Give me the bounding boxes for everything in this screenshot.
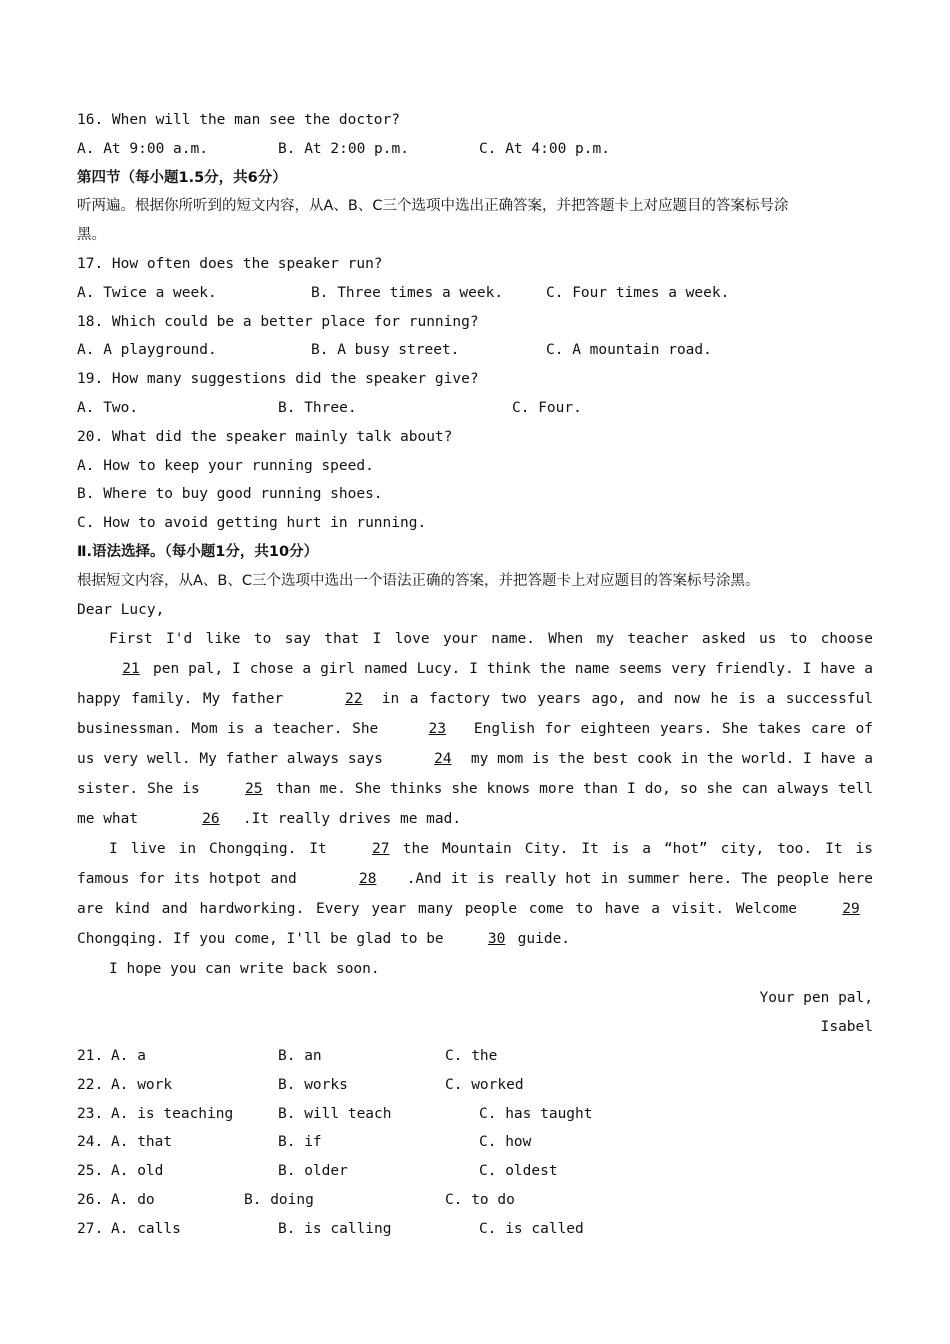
blank-27: 27 — [372, 841, 390, 858]
grammar-options-22 — [77, 1071, 873, 1100]
blank-26: 26 — [202, 811, 220, 828]
option-a: A. A playground. — [77, 342, 217, 359]
option-b: B. doing — [244, 1191, 314, 1208]
letter-closing: Your pen pal, — [759, 990, 873, 1007]
grammar-options-27 — [77, 1215, 873, 1244]
grammar-heading: Ⅱ.语法选择。（每小题1分，共10分） — [77, 543, 319, 560]
option-a: A. a — [111, 1047, 146, 1064]
option-c: C. Four times a week. — [546, 284, 730, 301]
question-17: 17. How often does the speaker run? — [77, 255, 383, 272]
option-c: C. worked — [445, 1076, 524, 1093]
option-a: A. work — [111, 1076, 173, 1093]
exam-page — [77, 106, 873, 1244]
option-a: A. calls — [111, 1220, 181, 1237]
option-b: B. older — [278, 1163, 348, 1180]
option-a: A. Two. — [77, 399, 139, 416]
option-b: B. if — [278, 1134, 322, 1151]
letter-body — [77, 624, 873, 984]
option-b: B. works — [278, 1076, 348, 1093]
option-b: B. Three. — [278, 399, 357, 416]
option-c: C. the — [445, 1047, 498, 1064]
letter-paragraph-2: I live in Chongqing. It 27 the Mountain City. It is a “hot” city, too. It is famous for its hotpot and 28 .And it is really hot in summer here. The people here are kind and hardworking. Every year many people come to have a visit. Welcome 29Chongqing. If you come, I'll be glad to be 30 guide. — [77, 834, 873, 954]
option-b: B. an — [278, 1047, 322, 1064]
option-c: C. oldest — [479, 1163, 558, 1180]
blank-21: 21 — [122, 661, 140, 678]
option-b: B. will teach — [278, 1105, 392, 1122]
letter-paragraph-1: First I'd like to say that I love your name. When my teacher asked us to choose21 pen pal, I chose a girl named Lucy. I think the name seems very friendly. I have a happy family. My father 22 in a factory two years ago, and now he is a successful businessman. Mom is a teacher. She 23 English for eighteen years. She takes care of us very well. My father always says 24 my mom is the best cook in the world. I have a sister. She is 25 than me. She thinks she knows more than I do, so she can always tell me what 26 .It really drives me mad. — [77, 624, 873, 834]
question-19: 19. How many suggestions did the speaker give? — [77, 371, 479, 388]
option-b: B. At 2:00 p.m. — [278, 140, 409, 157]
question-number: 27. — [77, 1220, 104, 1237]
question-16: 16. When will the man see the doctor? — [77, 112, 401, 128]
blank-25: 25 — [245, 781, 263, 798]
question-18: 18. Which could be a better place for running? — [77, 313, 479, 330]
section-4-heading: 第四节（每小题1.5分，共6分） — [77, 169, 287, 186]
option-b: B. is calling — [278, 1220, 392, 1237]
grammar-options-21 — [77, 1042, 873, 1071]
option-c: C. A mountain road. — [546, 342, 712, 359]
option-b: B. Three times a week. — [311, 284, 504, 301]
question-17-options — [77, 279, 873, 308]
question-20: 20. What did the speaker mainly talk about? — [77, 428, 453, 445]
option-a: A. old — [111, 1163, 164, 1180]
grammar-options-24 — [77, 1128, 873, 1157]
question-18-options — [77, 336, 873, 365]
option-a: A. Twice a week. — [77, 284, 217, 301]
question-16-options — [77, 135, 873, 164]
option-c: C. how — [479, 1134, 532, 1151]
option-a: A. At 9:00 a.m. — [77, 140, 208, 157]
option-c: C. is called — [479, 1220, 584, 1237]
grammar-options-26 — [77, 1186, 873, 1215]
question-19-options — [77, 394, 873, 423]
blank-30: 30 — [487, 931, 506, 948]
option-c: C. to do — [445, 1191, 515, 1208]
question-20-option-b: B. Where to buy good running shoes. — [77, 486, 383, 503]
option-a: A. is teaching — [111, 1105, 234, 1122]
question-20-option-a: A. How to keep your running speed. — [77, 457, 374, 474]
section-4-instruction-cont: 黑。 — [77, 227, 106, 244]
grammar-options-23 — [77, 1100, 873, 1129]
letter-paragraph-3: I hope you can write back soon. — [109, 961, 380, 978]
blank-24: 24 — [434, 751, 452, 768]
blank-29: 29 — [842, 901, 860, 918]
question-number: 22. — [77, 1076, 104, 1093]
option-a: A. do — [111, 1191, 155, 1208]
option-a: A. that — [111, 1134, 173, 1151]
option-b: B. A busy street. — [311, 342, 460, 359]
question-number: 23. — [77, 1105, 104, 1122]
blank-22: 22 — [345, 691, 363, 708]
letter-greeting: Dear Lucy, — [77, 601, 165, 618]
question-number: 25. — [77, 1163, 104, 1180]
option-c: C. has taught — [479, 1105, 593, 1122]
option-c: C. At 4:00 p.m. — [479, 140, 610, 157]
blank-28: 28 — [358, 871, 377, 888]
question-number: 26. — [77, 1191, 104, 1208]
grammar-options-25 — [77, 1157, 873, 1186]
blank-23: 23 — [428, 721, 447, 738]
letter-signature: Isabel — [820, 1019, 873, 1036]
option-c: C. Four. — [512, 399, 582, 416]
section-4-instruction: 听两遍。根据你所听到的短文内容，从A、B、C三个选项中选出正确答案，并把答题卡上对应题目的答案标号涂 — [77, 198, 789, 215]
question-20-option-c: C. How to avoid getting hurt in running. — [77, 515, 427, 532]
question-number: 21. — [77, 1047, 104, 1064]
grammar-instruction: 根据短文内容，从A、B、C三个选项中选出一个语法正确的答案，并把答题卡上对应题目的答案标号涂黑。 — [77, 572, 760, 589]
question-number: 24. — [77, 1134, 104, 1151]
